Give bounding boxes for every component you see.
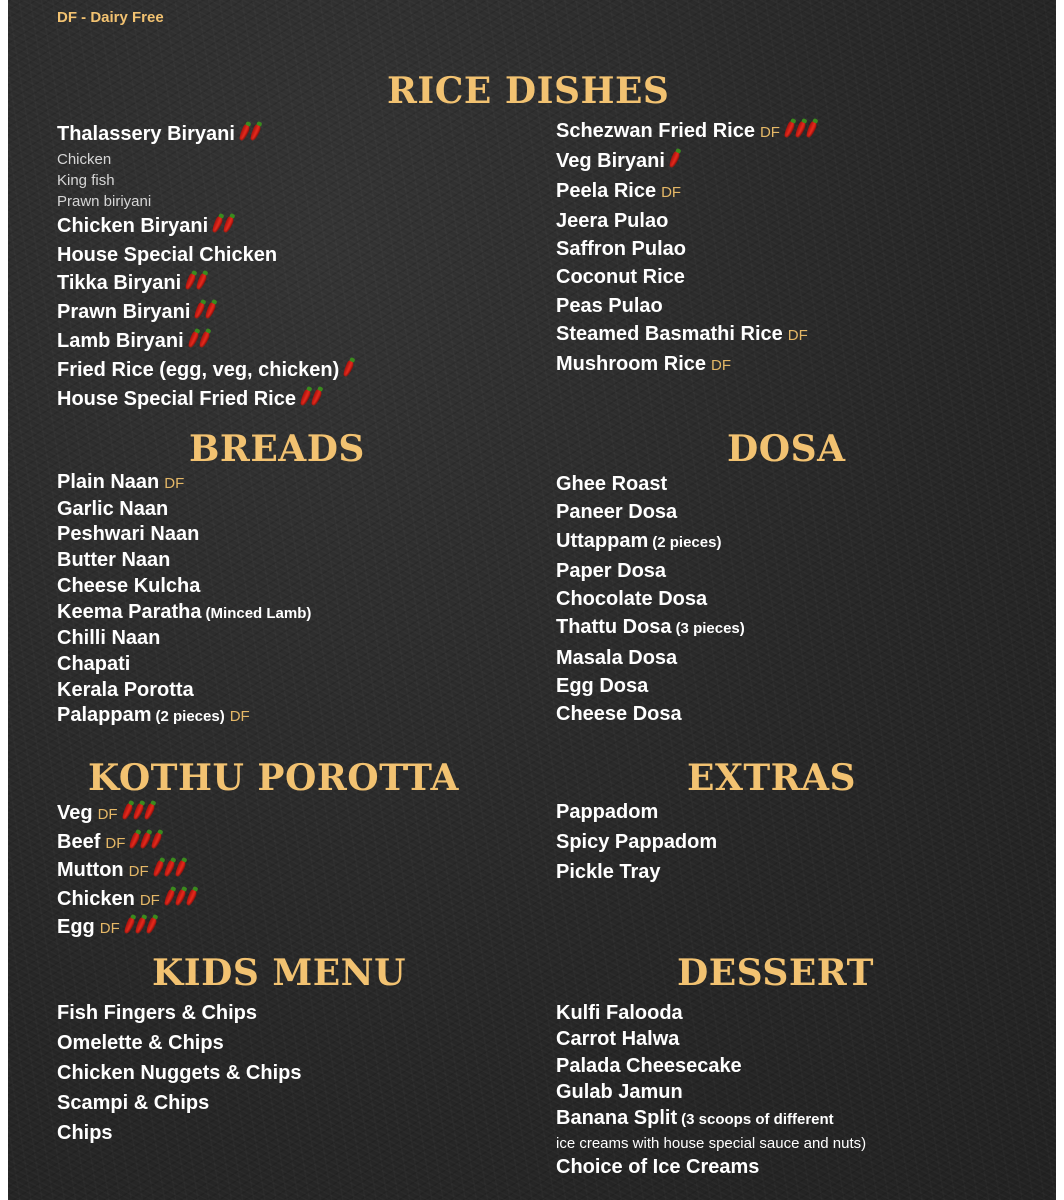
dairy-free-tag: DF <box>164 475 185 492</box>
menu-item-name: Keema Paratha <box>57 600 202 623</box>
chili-rating <box>345 357 356 385</box>
menu-item <box>57 298 356 327</box>
menu-item <box>556 527 745 557</box>
menu-item-name: Cheese Dosa <box>556 703 682 726</box>
menu-item-name: Choice of Ice Creams <box>556 1156 760 1179</box>
chili-pepper-icon <box>204 301 217 319</box>
menu-item <box>556 1026 866 1052</box>
chili-rating <box>671 148 682 176</box>
menu-item-name: Mushroom Rice <box>556 353 707 376</box>
menu-item <box>556 470 745 498</box>
menu-item <box>556 235 819 263</box>
menu-item-name: Peshwari Naan <box>57 523 200 546</box>
item-description: ice creams with house special sauce and nuts) <box>556 1135 867 1153</box>
menu-item-name: Palappam <box>57 704 152 727</box>
menu-item <box>57 800 199 829</box>
chili-pepper-icon <box>342 359 355 377</box>
menu-item-name: Kulfi Falooda <box>556 1002 683 1024</box>
menu-item-name: Banana Split <box>556 1107 678 1130</box>
menu-item-name: Veg Biryani <box>556 150 665 173</box>
menu-item-name: Thattu Dosa <box>556 616 672 639</box>
menu-item <box>57 914 199 943</box>
chili-pepper-icon <box>195 272 208 290</box>
menu-item-name: Lamb Biryani <box>57 330 184 352</box>
menu-item <box>556 320 819 350</box>
chili-pepper-icon <box>783 120 796 138</box>
menu-item-name: House Special Chicken <box>57 244 278 266</box>
menu-item <box>57 998 301 1028</box>
menu-item <box>57 548 311 574</box>
chili-pepper-icon <box>151 859 164 877</box>
menu-item <box>57 1028 301 1058</box>
menu-item <box>556 1053 866 1079</box>
chili-pepper-icon <box>185 888 198 906</box>
chili-rating <box>187 270 209 298</box>
menu-item-name: Spicy Pappadom <box>556 831 718 853</box>
menu-item <box>57 212 356 241</box>
menu-item-name: Mutton <box>57 859 124 881</box>
menu-item-name: Masala Dosa <box>556 646 678 669</box>
menu-item <box>57 703 311 730</box>
menu-item-name: Gulab Jamun <box>556 1080 683 1103</box>
rice-dishes-left-list <box>57 120 356 414</box>
menu-item-name: Scampi & Chips <box>57 1092 210 1114</box>
menu-item-name: Chicken <box>57 887 135 910</box>
menu-item <box>556 700 745 728</box>
menu-item <box>57 829 199 858</box>
chili-rating <box>214 213 236 241</box>
dairy-free-tag: DF <box>759 124 780 141</box>
menu-item <box>556 857 717 887</box>
menu-item-name: Garlic Naan <box>57 497 169 520</box>
menu-item <box>57 857 199 886</box>
menu-item <box>57 241 356 269</box>
menu-item <box>556 613 745 643</box>
section-title-kothu-porotta: KOTHU POROTTA <box>88 757 459 799</box>
section-title-dosa: DOSA <box>727 428 846 470</box>
menu-item <box>57 886 199 915</box>
chili-pepper-icon <box>162 859 175 877</box>
menu-item <box>556 557 745 585</box>
section-title-rice-dishes: RICE DISHES <box>387 70 670 112</box>
menu-item-name: House Special Fried Rice <box>57 388 296 410</box>
menu-item-name: Coconut Rice <box>556 266 685 289</box>
chili-rating <box>786 118 819 146</box>
menu-item <box>556 1105 866 1133</box>
menu-item-name: Chicken Nuggets & Chips <box>57 1062 302 1084</box>
menu-item-name: Plain Naan <box>57 471 160 493</box>
dairy-free-tag: DF <box>787 327 808 345</box>
menu-item-name: Paper Dosa <box>556 559 667 582</box>
menu-item-name: Egg <box>57 916 95 938</box>
chili-rating <box>166 887 199 914</box>
menu-item-note: (Minced Lamb) <box>205 604 312 622</box>
menu-item-name: Fish Fingers & Chips <box>57 1002 258 1024</box>
menu-item <box>57 626 311 652</box>
menu-item-name: Prawn Biryani <box>57 301 191 323</box>
menu-item-name: Ghee Roast <box>556 473 668 495</box>
menu-item <box>556 207 819 235</box>
dessert-list <box>556 1000 866 1181</box>
chili-pepper-icon <box>131 802 144 820</box>
menu-item-name: Egg Dosa <box>556 675 649 698</box>
dairy-free-tag: DF <box>661 183 682 201</box>
dairy-free-tag: DF <box>105 834 126 852</box>
menu-item <box>556 1154 866 1180</box>
chili-rating <box>302 386 324 414</box>
menu-item-name: Jeera Pulao <box>556 209 669 232</box>
chili-pepper-icon <box>173 859 186 877</box>
menu-item-name: Schezwan Fried Rice <box>556 120 755 142</box>
breads-list <box>57 470 311 730</box>
chili-pepper-icon <box>238 123 251 141</box>
chili-pepper-icon <box>249 123 262 141</box>
menu-item <box>556 292 819 320</box>
chili-pepper-icon <box>163 888 176 906</box>
dairy-free-tag: DF <box>128 863 149 880</box>
chili-pepper-icon <box>805 120 818 138</box>
dairy-free-tag: DF <box>97 806 118 823</box>
menu-item-name: Saffron Pulao <box>556 238 687 261</box>
menu-item <box>556 1000 866 1026</box>
menu-item-note: (3 scoops of different <box>681 1111 834 1129</box>
menu-item-note: (3 pieces) <box>675 620 745 638</box>
menu-item-name: Chicken Biryani <box>57 215 209 237</box>
menu-item <box>57 327 356 356</box>
section-title-kids-menu: KIDS MENU <box>152 952 406 994</box>
menu-item <box>57 522 311 548</box>
dairy-free-tag: DF <box>229 708 250 726</box>
chili-rating <box>196 299 218 327</box>
menu-item <box>556 147 819 176</box>
chili-pepper-icon <box>174 888 187 906</box>
chili-pepper-icon <box>150 831 163 849</box>
menu-item <box>556 263 819 291</box>
chili-rating <box>131 830 164 857</box>
chili-rating <box>190 328 212 356</box>
menu-item-name: Pickle Tray <box>556 861 661 883</box>
dosa-list <box>556 470 745 729</box>
dairy-free-tag: DF <box>139 891 160 909</box>
chili-pepper-icon <box>134 916 147 934</box>
chili-pepper-icon <box>668 151 681 169</box>
menu-item-name: Pappadom <box>556 801 659 823</box>
menu-item-name: Cheese Kulcha <box>57 574 201 597</box>
chili-pepper-icon <box>222 215 235 233</box>
menu-item-name: Tikka Biryani <box>57 272 182 294</box>
menu-item <box>556 672 745 700</box>
menu-item <box>57 600 311 627</box>
menu-item <box>556 350 819 380</box>
chili-rating <box>126 915 159 942</box>
menu-item-name: Palada Cheesecake <box>556 1054 742 1077</box>
menu-item-name: Carrot Halwa <box>556 1028 680 1051</box>
menu-item <box>57 574 311 600</box>
menu-item <box>57 385 356 414</box>
menu-item-name: Butter Naan <box>57 549 171 572</box>
section-title-dessert: DESSERT <box>677 952 874 994</box>
sub-option: Chicken <box>57 151 112 168</box>
section-title-breads: BREADS <box>189 428 365 470</box>
menu-item <box>556 644 745 672</box>
menu-item-name: Chilli Naan <box>57 627 161 650</box>
chili-pepper-icon <box>187 330 200 348</box>
menu-item-name: Beef <box>57 830 101 853</box>
sub-option: King fish <box>57 172 115 189</box>
menu-item <box>57 470 311 497</box>
menu-item-name: Uttappam <box>556 529 649 552</box>
section-title-extras: EXTRAS <box>687 757 857 799</box>
chili-pepper-icon <box>198 330 211 348</box>
kids-menu-list <box>57 998 301 1148</box>
menu-item <box>57 1088 301 1118</box>
rice-dishes-right-list <box>556 117 819 381</box>
menu-item-name: Peas Pulao <box>556 294 663 317</box>
menu-item <box>556 797 717 827</box>
menu-item <box>57 1058 301 1088</box>
menu-item-name: Steamed Basmathi Rice <box>556 323 783 346</box>
menu-item-name: Chocolate Dosa <box>556 588 708 611</box>
menu-item-note: (2 pieces) <box>155 708 225 726</box>
menu-item <box>57 678 311 704</box>
menu-item <box>556 177 819 207</box>
menu-item <box>556 827 717 857</box>
chili-rating <box>155 858 188 885</box>
menu-item <box>556 1079 866 1105</box>
menu-item-note: (2 pieces) <box>652 533 722 551</box>
menu-item <box>556 117 819 147</box>
menu-item <box>556 585 745 613</box>
menu-item-name: Kerala Porotta <box>57 678 194 701</box>
chili-pepper-icon <box>123 916 136 934</box>
dairy-free-tag: DF <box>711 357 732 375</box>
chili-pepper-icon <box>145 916 158 934</box>
menu-item <box>556 498 745 526</box>
chili-rating <box>124 801 157 828</box>
chili-pepper-icon <box>310 388 323 406</box>
menu-item-name: Thalassery Biryani <box>57 123 235 145</box>
extras-list <box>556 797 717 887</box>
menu-item <box>57 497 311 523</box>
menu-item <box>57 1118 301 1148</box>
menu-item-name: Peela Rice <box>556 179 657 202</box>
menu-item <box>57 120 356 149</box>
dairy-free-tag: DF <box>99 920 120 937</box>
sub-option: Prawn biriyani <box>57 193 152 210</box>
menu-item <box>57 269 356 298</box>
menu-item-name: Paneer Dosa <box>556 501 678 524</box>
menu-item-name: Chips <box>57 1122 113 1144</box>
menu-item-name: Fried Rice (egg, veg, chicken) <box>57 359 340 381</box>
menu-page <box>8 0 1056 1200</box>
chili-pepper-icon <box>142 802 155 820</box>
chili-pepper-icon <box>299 388 312 406</box>
dairy-free-legend: DF - Dairy Free <box>57 9 164 26</box>
chili-rating <box>241 121 263 149</box>
menu-item-name: Chapati <box>57 652 131 675</box>
menu-item <box>57 652 311 678</box>
kothu-porotta-list <box>57 800 199 943</box>
chili-pepper-icon <box>794 120 807 138</box>
menu-item <box>57 356 356 385</box>
chili-pepper-icon <box>120 802 133 820</box>
menu-item-name: Veg <box>57 802 93 824</box>
menu-item-name: Omelette & Chips <box>57 1032 224 1054</box>
